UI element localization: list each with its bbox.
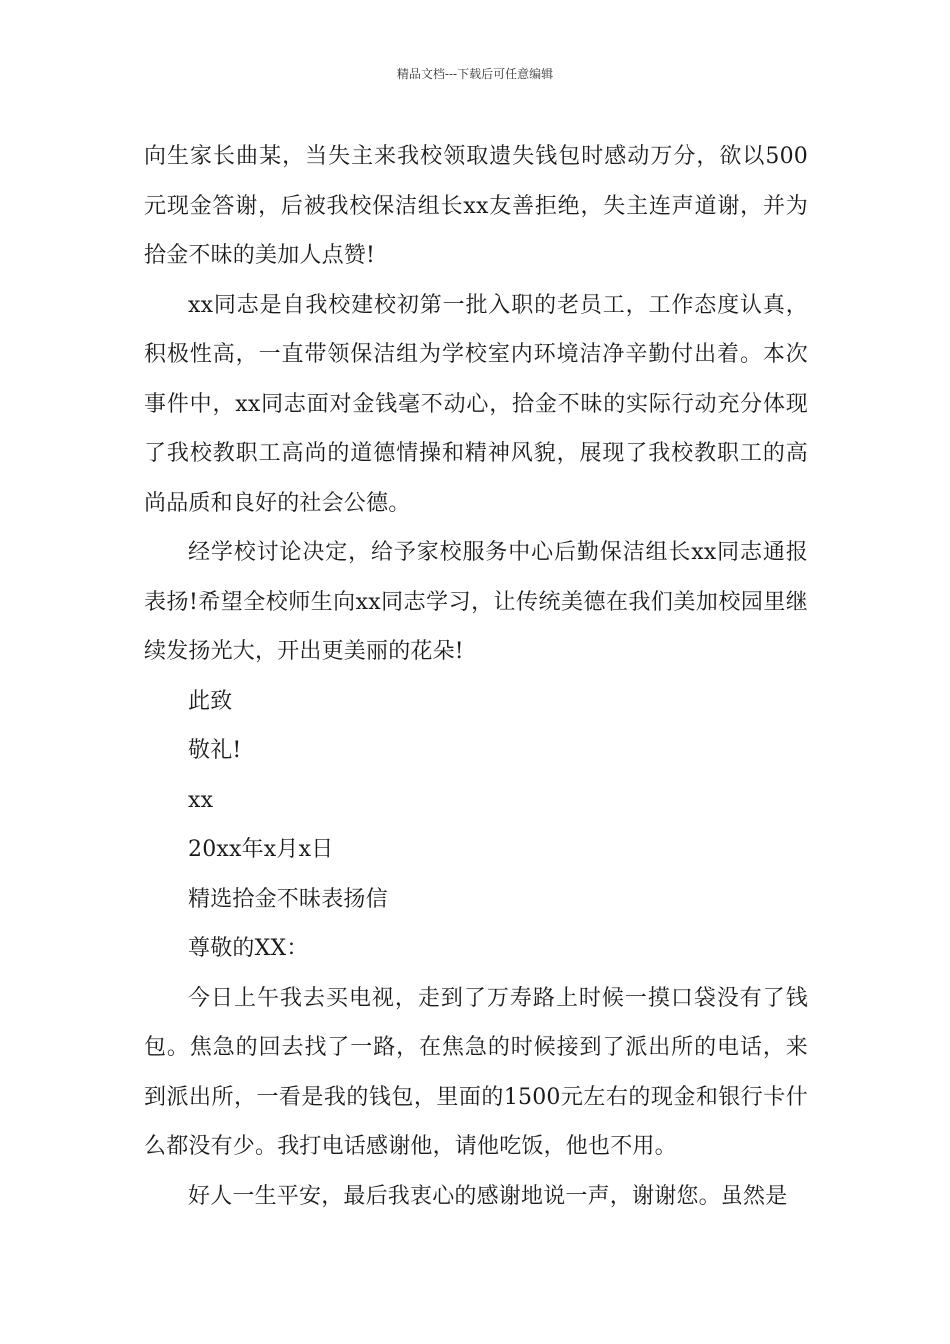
paragraph-5: 好人一生平安，最后我衷心的感谢地说一声，谢谢您。虽然是 <box>188 1183 788 1209</box>
closing-salutation: 此致 <box>188 688 233 714</box>
signature: xx <box>188 787 214 813</box>
paragraph-1: 向生家长曲某，当失主来我校领取遗失钱包时感动万分，欲以500元现金答谢，后被我校保洁组长xx友善拒绝，失主连声道谢，并为拾金不昧的美加人点赞! <box>144 144 808 268</box>
document-body <box>144 132 808 1221</box>
section-title: 精选拾金不昧表扬信 <box>188 886 388 912</box>
closing-regards: 敬礼! <box>188 738 242 763</box>
paragraph-3: 经学校讨论决定，给予家校服务中心后勤保洁组长xx同志通报表扬!希望全校师生向xx同志学习，让传统美德在我们美加校园里继续发扬光大，开出更美丽的花朵! <box>144 540 808 664</box>
letter-greeting: 尊敬的XX： <box>188 936 309 961</box>
page-header: 精品文档---下载后可任意编辑 <box>396 67 554 81</box>
paragraph-2: xx同志是自我校建校初第一批入职的老员工，工作态度认真，积极性高，一直带领保洁组为学校室内环境洁净辛勤付出着。本次事件中，xx同志面对金钱毫不动心，拾金不昧的实际行动充分体现了我校教职工高尚的道德情操和精神风貌，展现了我校教职工的高尚品质和良好的社会公德。 <box>144 292 808 516</box>
paragraph-4: 今日上午我去买电视，走到了万寿路上时候一摸口袋没有了钱包。焦急的回去找了一路，在焦急的时候接到了派出所的电话，来到派出所，一看是我的钱包，里面的1500元左右的现金和银行卡什么都没有少。我打电话感谢他，请他吃饭，他也不用。 <box>144 985 808 1159</box>
date-line: 20xx年x月x日 <box>188 837 334 862</box>
